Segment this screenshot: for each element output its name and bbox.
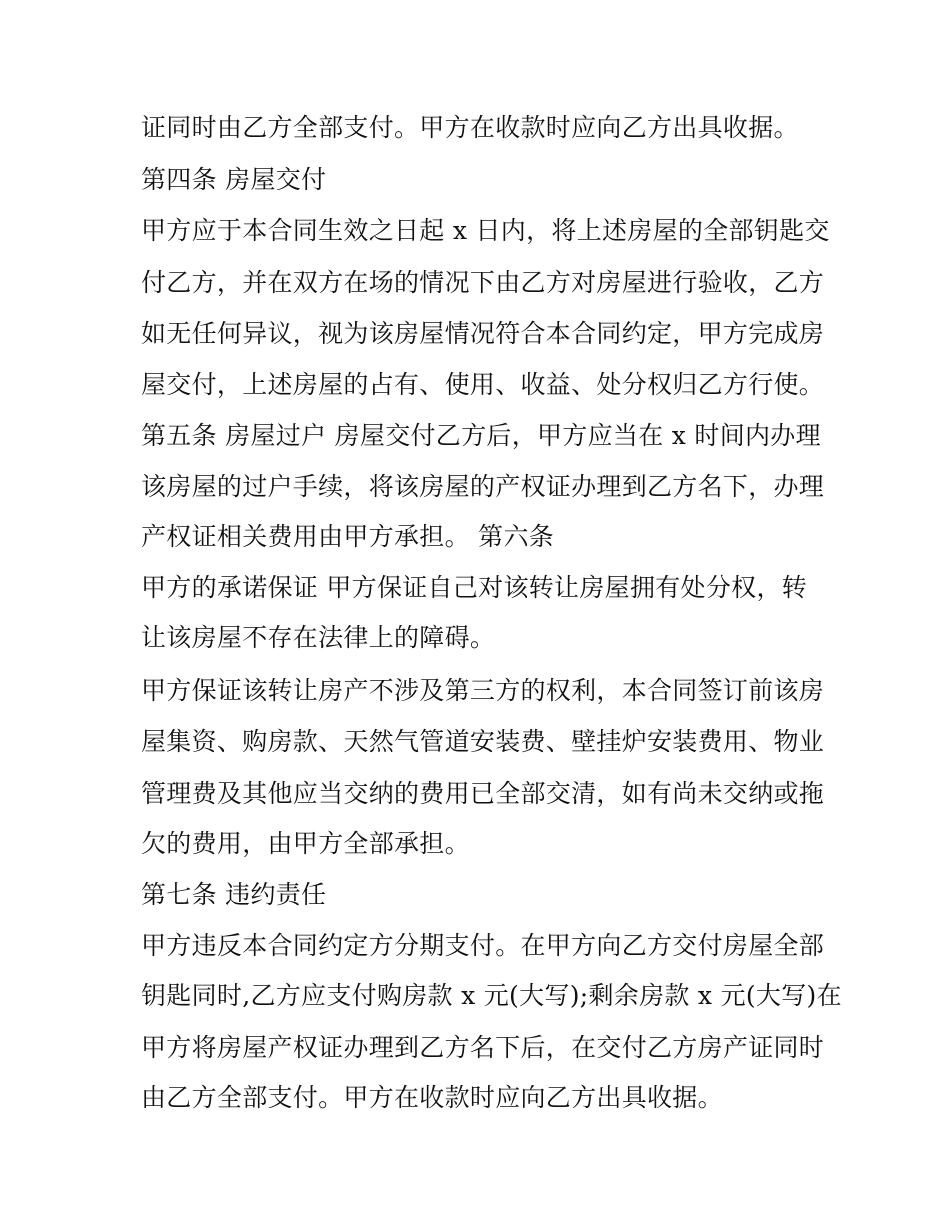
text-line: 付乙方，并在双方在场的情况下由乙方对房屋进行验收，乙方	[141, 268, 825, 297]
text-line: 该房屋的过户手续，将该房屋的产权证办理到乙方名下，办理	[141, 472, 825, 501]
text-line: 产权证相关费用由甲方承担。 第六条	[141, 522, 555, 551]
text-line: 欠的费用，由甲方全部承担。	[141, 829, 470, 858]
text-line: 如无任何异议，视为该房屋情况符合本合同约定，甲方完成房	[141, 319, 825, 348]
text-line: 甲方的承诺保证 甲方保证自己对该转让房屋拥有处分权，转	[141, 573, 808, 602]
text-line: 甲方违反本合同约定方分期支付。在甲方向乙方交付房屋全部	[141, 931, 825, 960]
section-heading: 第四条 房屋交付	[141, 165, 327, 194]
text-line: 屋交付，上述房屋的占有、使用、收益、处分权归乙方行使。	[141, 370, 825, 399]
section-heading: 第七条 违约责任	[141, 880, 327, 909]
text-line: 钥匙同时,乙方应支付购房款 x 元(大写);剩余房款 x 元(大写)在	[141, 981, 842, 1010]
text-line: 证同时由乙方全部支付。甲方在收款时应向乙方出具收据。	[141, 113, 799, 142]
text-line: 由乙方全部支付。甲方在收款时应向乙方出具收据。	[141, 1083, 723, 1112]
text-line: 让该房屋不存在法律上的障碍。	[141, 623, 496, 652]
text-line: 屋集资、购房款、天然气管道安装费、壁挂炉安装费用、物业	[141, 727, 825, 756]
text-line: 甲方应于本合同生效之日起 x 日内，将上述房屋的全部钥匙交	[141, 216, 830, 245]
text-line: 管理费及其他应当交纳的费用已全部交清，如有尚未交纳或拖	[141, 779, 825, 808]
text-line: 甲方保证该转让房产不涉及第三方的权利，本合同签订前该房	[141, 676, 825, 705]
text-line: 第五条 房屋过户 房屋交付乙方后，甲方应当在 x 时间内办理	[141, 421, 821, 450]
text-line: 甲方将房屋产权证办理到乙方名下后，在交付乙方房产证同时	[141, 1033, 825, 1062]
